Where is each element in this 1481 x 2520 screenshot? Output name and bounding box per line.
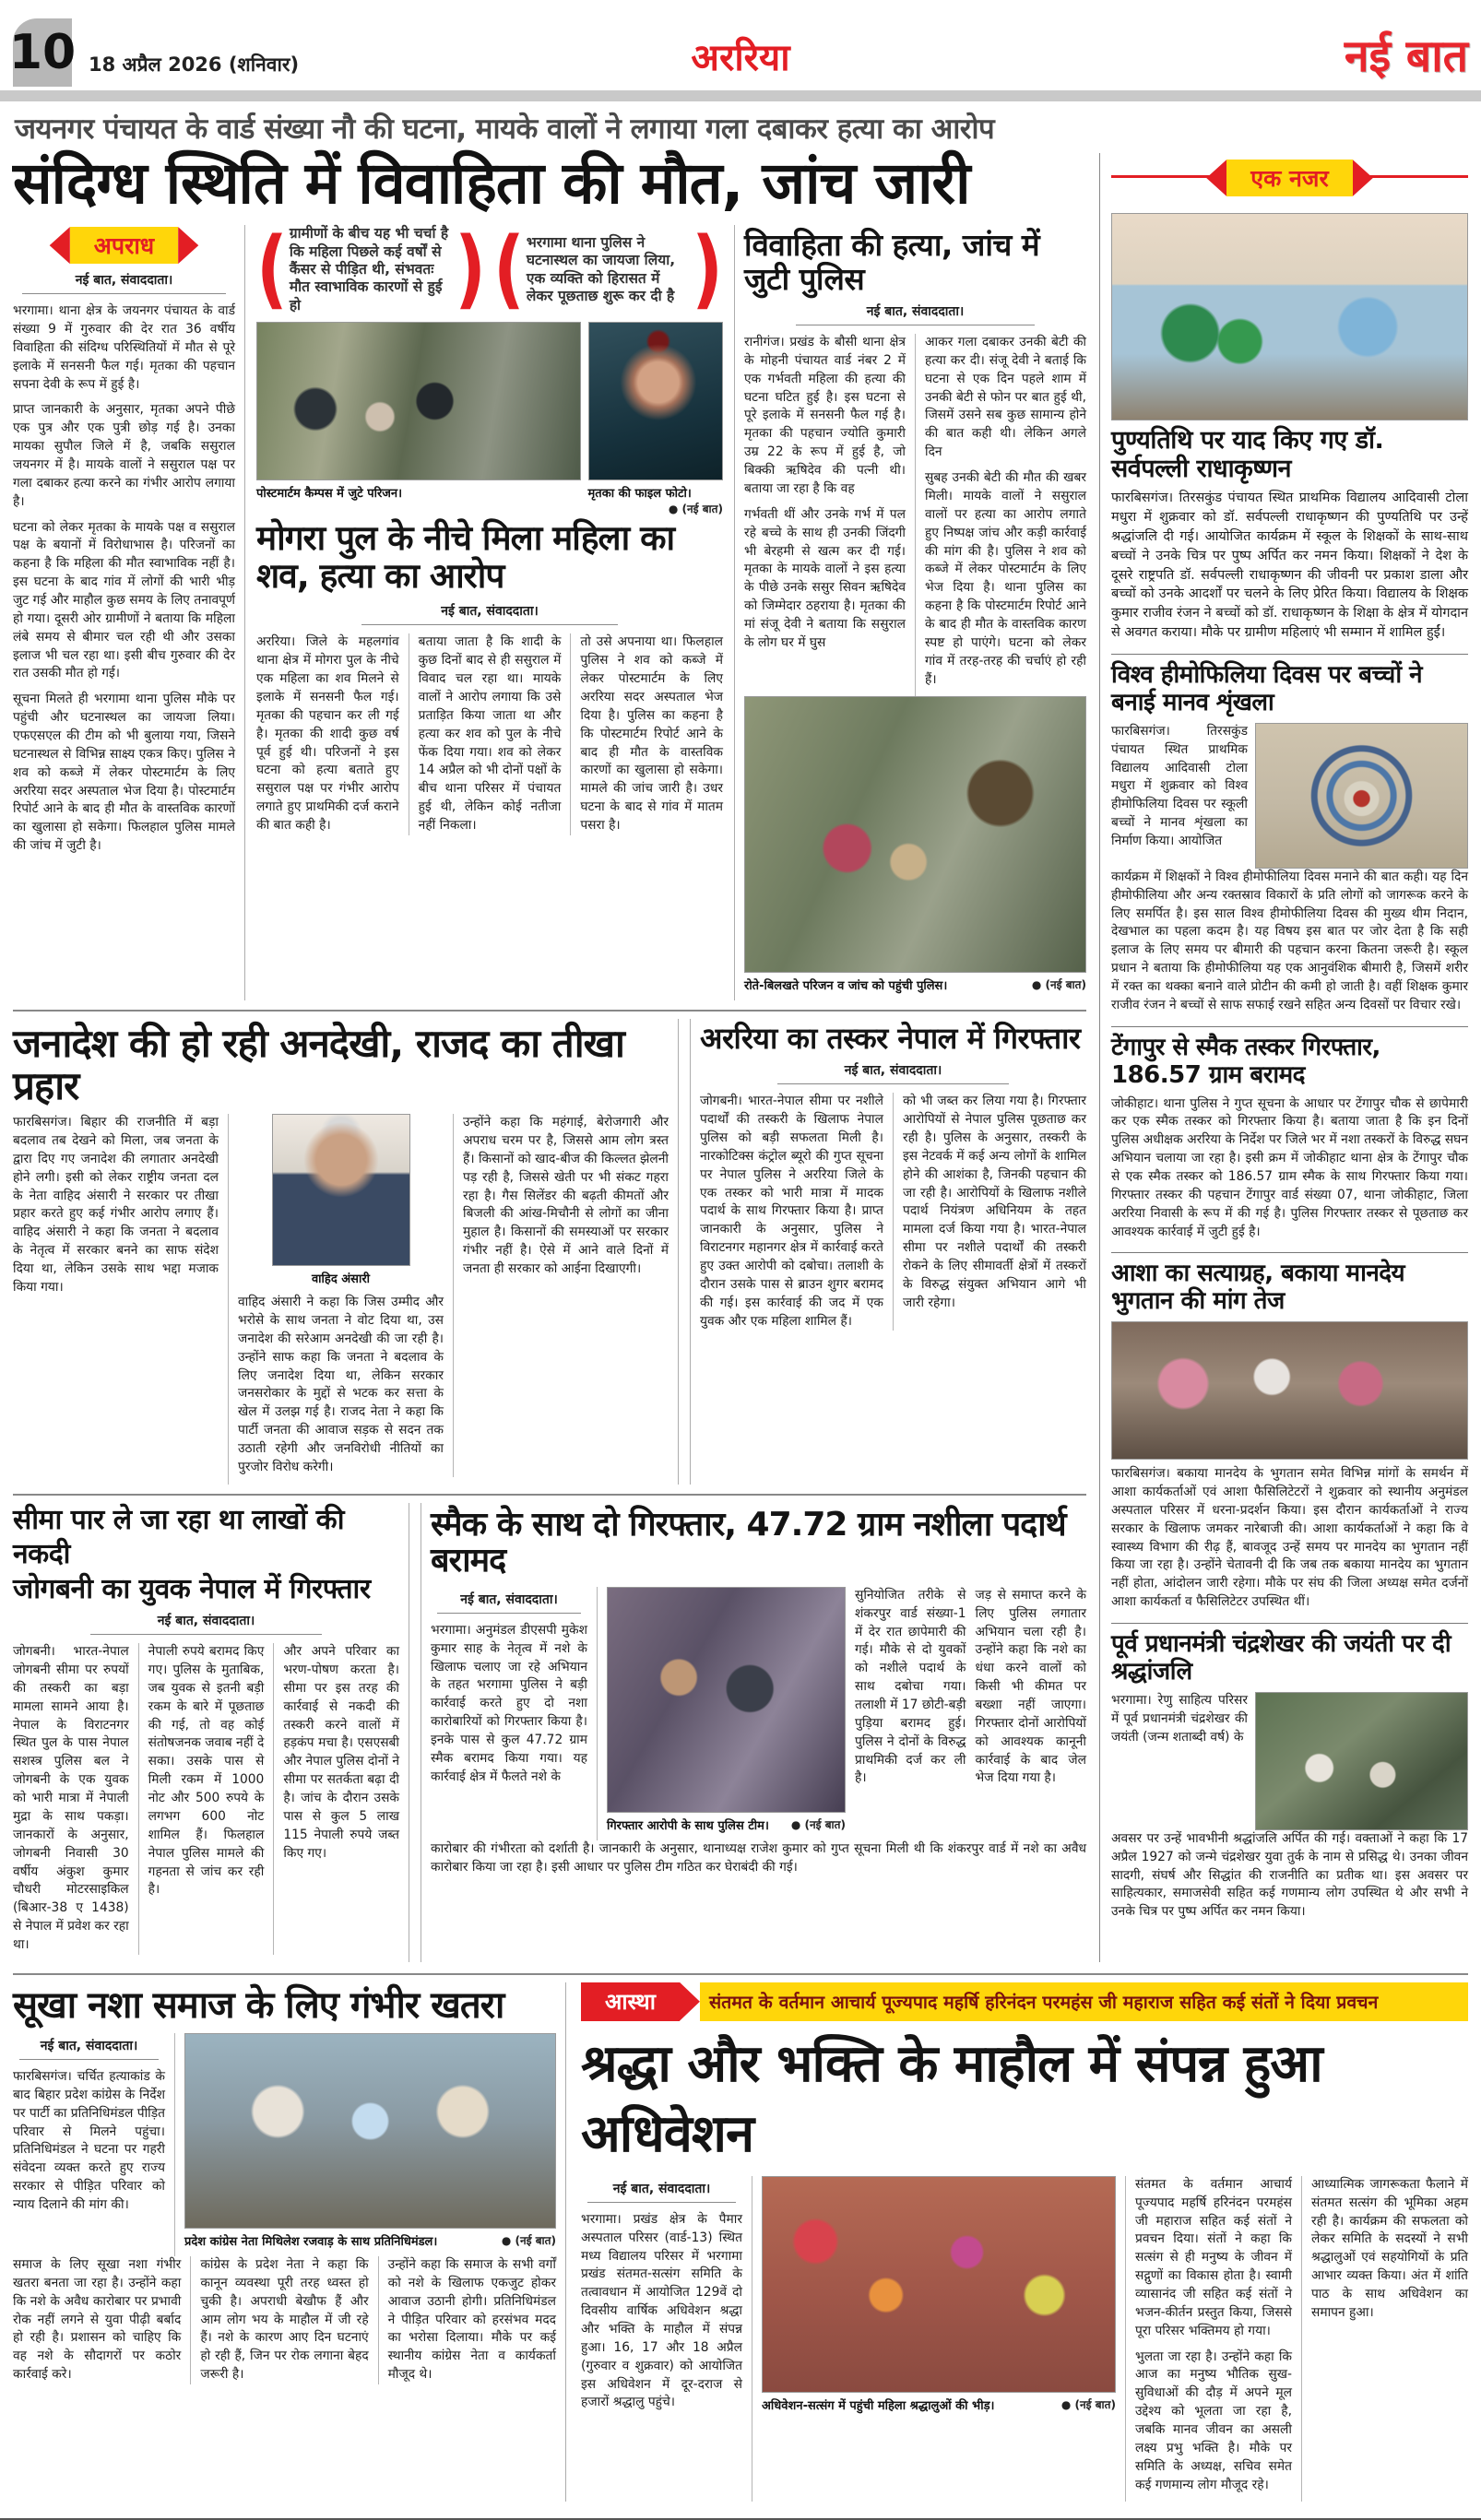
crime-tag-label: अपराध (70, 227, 178, 264)
adhiveshan-headline: श्रद्धा और भक्ति के माहौल में संपन्न हुआ अधिवेशन (581, 2033, 1322, 2164)
article-paragraph: रानीगंज। प्रखंड के बौसी थाना क्षेत्र के मोहनी पंचायत वार्ड नंबर 2 में एक गर्भवती महिला की हत्या की घटना घटित हुई है। इस घटना से पूरे इलाके में सनसनी फैल गई है। मृतका की पहचान ज्योति कुमारी उम्र 22 के रूप में हुई है, जो बिक्की ऋषिदेव की पत्नी थी। बताया जा रहा है कि वह (744, 335, 906, 496)
third-story-row (13, 1494, 1086, 1962)
article-column: भरगामा। रेणु साहित्य परिसर में पूर्व प्रधानमंत्री चंद्रशेखर की जयंती (जन्म शताब्दी वर्ष) के (1111, 1692, 1248, 1745)
lead-paragraph: प्राप्त जानकारी के अनुसार, मृतका अपने पीछे एक पुत्र और एक पुत्री छोड़ गई है। उनका मायका सुपौल जिले में है, जबकि ससुराल जयनगर में है। मायके वालों ने ससुराल पक्ष पर गला दबाकर हत्या करने का गंभीर आरोप लगाया है। (13, 402, 235, 509)
seema-headline-line2: जोगबनी का युवक नेपाल में गिरफ्तार (13, 1572, 371, 1605)
chevron-left-icon (1203, 160, 1226, 196)
page-number-box (8, 18, 77, 87)
page-date: 18 अप्रैल 2026 (शनिवार) (89, 53, 300, 76)
article-paragraph: फारबिसगंज। बकाया मानदेय के भुगतान समेत विभिन्न मांगों के समर्थन में आशा कार्यकर्ताओं एवं आशा फैसिलिटेटरों ने शुक्रवार को स्थानीय अनुमंडल अस्पताल परिसर में धरना-प्रदर्शन किया। इस दौरान कार्यकर्ताओं ने राज्य सरकार के खिलाफ जमकर नारेबाजी की। आशा कार्यकर्ताओं ने कहा कि वे स्वास्थ्य विभाग की रीढ़ हैं, बावजूद उन्हें समय पर मानदेय का भुगतान नहीं किया जा रहा है। उन्होंने चेतावनी दी कि जब तक बकाया मानदेय का भुगतान नहीं होता, आंदोलन जारी रहेगा। मौके पर संघ की जिला अध्यक्ष समेत दर्जनों आशा कार्यकर्ता व फैसिलिटेटर उपस्थित थीं। (1111, 1466, 1468, 1610)
smack-content (431, 1587, 1086, 1840)
article-paragraph: आध्यात्मिक जागरूकता फैलाने में संतमत सत्संग की भूमिका अहम रही है। कार्यक्रम की सफलता को लेकर समिति के सदस्यों ने सभी श्रद्धालुओं एवं सहयोगियों के प्रति आभार व्यक्त किया। अंत में शांति पाठ के साथ अधिवेशन का समापन हुआ। (1311, 2176, 1468, 2320)
byline: नई बात, संवाददाता। (437, 1591, 581, 1614)
photo-caption (607, 1816, 846, 1833)
chandrashekhar-article (1111, 1631, 1468, 1922)
sidebar-tagline (1111, 165, 1468, 217)
article-paragraph: भरगामा। प्रखंड क्षेत्र के पैमार अस्पताल परिसर (वार्ड-13) स्थित मध्य विद्यालय परिसर में भरगामा प्रखंड संतमत-सत्संग समिति के तत्वावधान में आयोजित 129वें दो दिवसीय वार्षिक अधिवेशन श्रद्धा और भक्ति के माहौल में संपन्न हुआ। 16, 17 और 18 अप्रैल (गुरुवार व शुक्रवार) को आयोजित इस अधिवेशन में दूर-दराज से हजारों श्रद्धालु पहुंचे। (581, 2211, 742, 2410)
article-column (915, 334, 1086, 696)
byline: नई बात, संवाददाता। (22, 271, 227, 294)
vivahita-article (734, 225, 1086, 1000)
masthead-logo: नई बात (1344, 30, 1468, 82)
article-column (581, 2176, 742, 2502)
chevron-right-icon (178, 227, 202, 264)
tengapur-article (1111, 1035, 1468, 1242)
vivahita-headline: विवाहिता की हत्या, जांच में जुटी पुलिस (744, 227, 1040, 298)
photo-caption: वाहिद अंसारी (311, 1272, 371, 1287)
article-column: तो उसे अपनाया था। फिलहाल पुलिस ने शव को कब्जे में लेकर पोस्टमार्टम के लिए अररिया सदर अस्पताल भेज दिया है। पुलिस का कहना है कि पोस्टमार्टम रिपोर्ट आने के बाद ही मौत के वास्तविक कारणों का खुलासा हो सकेगा। मामले की जांच जारी है। उधर घटना के बाद से गांव में मातम पसरा है। (570, 633, 723, 834)
byline: नई बात, संवाददाता। (777, 1061, 1009, 1084)
article-paragraph: वाहिद अंसारी ने कहा कि जिस उम्मीद और भरोसे के साथ जनता ने वोट दिया था, उस जनादेश की सरेआम अनदेखी की जा रही है। उन्होंने साफ कहा कि जनता ने बदलाव के लिए जनादेश दिया था, लेकिन सरकार जनसरोकार के मुद्दों से भटक कर सत्ता के खेल में उलझ गई है। राजद नेता ने कहा कि पार्टी जनता की आवाज सड़क से सदन तक उठाती रहेगी और जनविरोधी नीतियों का पुरजोर विरोध करेगी। (238, 1295, 444, 1474)
seema-headline-line1: सीमा पार ले जा रहा था लाखों की नकदी (13, 1503, 344, 1571)
lead-story-row (13, 219, 1086, 1000)
article-paragraph: सुबह उनकी बेटी की मौत की खबर मिली। मायके वालों ने ससुराल वालों पर हत्या का आरोप लगाते हुए निष्पक्ष जांच और कड़ी कार्रवाई की मांग की है। पुलिस ने शव को कब्जे में लेकर पोस्टमार्टम के लिए भेज दिया है। थाना पुलिस का कहना है कि पोस्टमार्टम रिपोर्ट आने के बाद ही मौत के वास्तविक कारण स्पष्ट हो पाएंगे। घटना को लेकर गांव में तरह-तरह की चर्चाएं हो रही हैं। (925, 470, 1086, 687)
main-zone (13, 149, 1086, 1962)
article-column: उन्होंने कहा कि समाज के सभी वर्गों को नशे के खिलाफ एकजुट होकर आवाज उठानी होगी। प्रतिनिधिमंडल ने पीड़ित परिवार को हरसंभव मदद का भरोसा दिलाया। मौके पर कई स्थानीय कांग्रेस नेता व कार्यकर्ता मौजूद थे। (378, 2256, 556, 2384)
article-column: और अपने परिवार का भरण-पोषण करता है। सीमा पर इस तरह की कार्रवाई से नकदी की तस्करी करने वालों में हड़कंप मचा है। एसएसबी और नेपाल पुलिस दोनों ने सीमा पर सतर्कता बढ़ा दी है। जांच के दौरान उसके पास से कुल 5 लाख 115 नेपाली रुपये जब्त किए गए। (273, 1643, 399, 1955)
caption-text: मृतका की फाइल फोटो। (587, 487, 692, 502)
article-column: कांग्रेस के प्रदेश नेता ने कहा कि कानून व्यवस्था पूरी तरह ध्वस्त हो चुकी है। अपराधी बेखौफ हैं और आम लोग भय के माहौल में जी रहे हैं। नशे के कारण आए दिन घटनाएं हो रही हैं, जिन पर रोक लगाना बेहद जरूरी है। (190, 2256, 368, 2384)
janadesh-article (13, 1019, 679, 1484)
vivahita-columns (744, 334, 1086, 696)
article-column (431, 1587, 587, 1840)
scene-photo-block (256, 322, 581, 516)
photo-caption (587, 484, 723, 516)
article-column: जोगबनी। भारत-नेपाल जोगबनी सीमा पर रुपयों की तस्करी का बड़ा मामला सामने आया है। नेपाल के विराटनगर स्थित पुल के पास नेपाल सशस्त्र पुलिस बल ने जोगबनी के एक युवक को भारी मात्रा में नेपाली मुद्रा के साथ पकड़ा। जानकारों के अनुसार, जोगबनी निवासी 30 वर्षीय अंकुश कुमार चौधरी मोटरसाइकिल (बिआर-38 ए 1438) से नेपाल में प्रवेश कर रहा था। (13, 1644, 129, 1952)
sukha-top (13, 2033, 556, 2256)
adhiveshan-content (581, 2176, 1468, 2502)
quote-text: ग्रामीणों के बीच यह भी चर्चा है कि महिला पिछले कई वर्षों से कैंसर से पीड़ित थी, संभवतः मौत स्वाभाविक कारणों से हुई हो (289, 225, 449, 314)
hemophilia-article (1111, 662, 1468, 1015)
photo-credit: ● (नई बात) (1060, 2397, 1116, 2411)
caption-text: गिरफ्तार आरोपी के साथ पुलिस टीम। (607, 1818, 769, 1833)
lead-paragraph: सूचना मिलते ही भरगामा थाना पुलिस मौके पर पहुंची और घटनास्थल का जायजा लिया। एफएसएल की टीम को भी बुलाया गया, जिसने घटनास्थल से विभिन्न साक्ष्य एकत्र किए। पुलिस ने शव को कब्जे में लेकर पोस्टमार्टम के लिए अररिया सदर अस्पताल भेज दिया है। पोस्टमार्टम रिपोर्ट आने के बाद ही मौत के वास्तविक कारणों का खुलासा हो सकेगा। फिलहाल पुलिस मामले की जांच में जुटी है। (13, 692, 235, 854)
close-paren-icon: ) (692, 219, 723, 319)
smack-photo-block (597, 1587, 846, 1840)
police-visit-photo (744, 696, 1086, 973)
asha-article (1111, 1260, 1468, 1612)
human-chain-photo (1255, 723, 1468, 869)
article-paragraph: कारोबार की गंभीरता को दर्शाती है। जानकारी के अनुसार, थानाध्यक्ष राजेश कुमार को गुप्त सूचना मिली थी कि शंकरपुर वार्ड में नशे का अवैध कारोबार किया जा रहा है। इसी आधार पर पुलिस टीम गठित कर घेराबंदी की गई। (431, 1840, 1086, 1875)
taskar-article (690, 1019, 1086, 1484)
aastha-band (581, 1982, 1468, 2021)
divider (1111, 1252, 1468, 1253)
devotees-crowd-photo (762, 2176, 1116, 2393)
arrow-right-icon (680, 1982, 700, 2021)
punyatithi-headline: पुण्यतिथि पर याद किए गए डॉ. सर्वपल्ली राधाकृष्णन (1111, 426, 1384, 484)
article-column: नेपाली रुपये बरामद किए गए। पुलिस के मुताबिक, जब युवक से इतनी बड़ी रकम के बारे में पूछताछ की गई, तो वह कोई संतोषजनक जवाब नहीं दे सका। उसके पास से मिली रकम में 1000 नोट और 500 रुपये के लगभग 600 नोट शामिल हैं। फिलहाल नेपाल पुलिस मामले की गहनता से जांच कर रही है। (138, 1643, 265, 1955)
article-paragraph: आकर गला दबाकर उनकी बेटी की हत्या कर दी। संजू देवी ने बताई कि घटना से एक दिन पहले शाम में उनकी बेटी से फोन पर बात हुई थी, जिसमें उसने सब कुछ सामान्य होने की बात कही थी। लेकिन अगले दिन (925, 335, 1086, 460)
seema-headline (13, 1503, 399, 1607)
article-column: सुनियोजित तरीके से शंकरपुर वार्ड संख्या-1 में देर रात छापेमारी की गई। मौके से दो युवकों को नशीले पदार्थ के साथ दबोचा गया। तलाशी में 17 छोटी-बड़ी पुड़िया बरामद हुई। पुलिस ने दोनों के विरुद्ध प्राथमिकी दर्ज कर ली है। (855, 1587, 966, 1786)
edition-name: अररिया (691, 37, 790, 79)
second-story-row (13, 1010, 1086, 1484)
article-column: जड़ से समाप्त करने के लिए पुलिस लगातार अभियान चला रही है। उन्होंने कहा कि नशे का धंधा करने वालों को किसी भी कीमत पर बख्शा नहीं जाएगा। गिरफ्तार दोनों आरोपियों को आवश्यक कानूनी कार्रवाई के बाद जेल भेज दिया गया है। (975, 1587, 1086, 1786)
article-paragraph: अवसर पर उन्हें भावभीनी श्रद्धांजलि अर्पित की गई। वक्ताओं ने कहा कि 17 अप्रैल 1927 को जन्मे चंद्रशेखर युवा तुर्क के नाम से प्रसिद्ध थे। उनका जीवन सादगी, संघर्ष और सिद्धांत की राजनीति का प्रतीक था। इस अवसर पर साहित्यकार, समाजसेवी सहित कई गणमान्य लोग उपस्थित थे और सभी ने उनके चित्र पर पुष्प अर्पित कर नमन किया। (1111, 1830, 1468, 1920)
janadesh-headline: जनादेश की हो रही अनदेखी, राजद का तीखा प्रहार (13, 1021, 624, 1108)
header-divider (0, 90, 1481, 101)
article-column (13, 2033, 165, 2256)
quote-text: भरगामा थाना पुलिस ने घटनास्थल का जायजा लिया, एक व्यक्ति को हिरासत में लेकर पूछताछ शुरू कर दी है (526, 233, 676, 304)
lead-headline: संदिग्ध स्थिति में विवाहिता की मौत, जांच जारी (13, 149, 970, 217)
article-paragraph: भरगामा। अनुमंडल डीएसपी मुकेश कुमार साह के नेतृत्व में नशे के खिलाफ चलाए जा रहे अभियान के तहत भरगामा पुलिस ने बड़ी कार्रवाई करते हुए दो नशा कारोबारियों को गिरफ्तार किया है। इनके पास से कुल 47.72 ग्राम स्मैक बरामद किया गया। यह कार्रवाई क्षेत्र में फैलते नशे के (431, 1622, 587, 1784)
photo-credit: ● (नई बात) (668, 503, 723, 516)
school-tribute-photo (1111, 213, 1468, 420)
article-column: समाज के लिए सूखा नशा गंभीर खतरा बनता जा रहा है। उन्होंने कहा कि नशे के अवैध कारोबार पर प्रभावी रोक नहीं लगने से युवा पीढ़ी बर्बाद हो रही है। प्रशासन को चाहिए कि वह नशे के सौदागरों पर कठोर कार्रवाई करे। (13, 2256, 182, 2383)
article-column: फारबिसगंज। तिरसकुंड पंचायत स्थित प्राथमिक विद्यालय आदिवासी टोला मधुरा में शुक्रवार को विश्व हीमोफिलिया दिवस पर स्कूली बच्चों ने मानव शृंखला का निर्माण किया। आयोजित (1111, 723, 1248, 849)
open-paren-icon: ( (493, 219, 525, 319)
victim-portrait-photo (588, 322, 723, 480)
sukha-photo-block (174, 2033, 556, 2256)
asha-headline: आशा का सत्याग्रह, बकाया मानदेय भुगतान की मांग तेज (1111, 1260, 1405, 1316)
caption-text: प्रदेश कांग्रेस नेता मिथिलेश रजवाड़ के साथ प्रतिनिधिमंडल। (184, 2234, 438, 2249)
crime-scene-photo (256, 322, 581, 480)
byline: नई बात, संवाददाता। (361, 602, 618, 625)
glance-tag-label: एक नजर (1226, 160, 1352, 196)
mogra-headline: मोगरा पुल के नीचे मिला महिला का शव, हत्या का आरोप (256, 518, 675, 596)
smack-headline: स्मैक के साथ दो गिरफ्तार, 47.72 ग्राम नशीला पदार्थ बरामद (431, 1505, 1066, 1580)
glance-tag (1203, 160, 1376, 196)
lead-article (13, 225, 245, 1000)
byline: नई बात, संवाददाता। (587, 2180, 736, 2203)
article-column: जोगबनी। भारत-नेपाल सीमा पर नशीले पदार्थों की तस्करी के खिलाफ नेपाल पुलिस को बड़ी सफलता मिली है। नारकोटिक्स कंट्रोल ब्यूरो की गुप्त सूचना पर नेपाल पुलिस ने अररिया जिले के एक तस्कर को भारी मात्रा में मादक पदार्थ के साथ गिरफ्तार किया है। प्राप्त जानकारी के अनुसार, पुलिस ने विराटनगर महानगर क्षेत्र में कार्रवाई करते हुए उक्त आरोपी को दबोचा। तलाशी के दौरान उसके पास से ब्राउन शुगर बरामद की गई। इस कार्रवाई की जद में एक युवक और एक महिला शामिल हैं। (700, 1094, 883, 1329)
photo-caption (762, 2396, 1116, 2413)
chevron-left-icon (46, 227, 70, 264)
taskar-headline: अररिया का तस्कर नेपाल में गिरफ्तार (700, 1021, 1081, 1057)
lead-kicker: जयनगर पंचायत के वार्ड संख्या नौ की घटना, मायके वालों ने लगाया गला दबाकर हत्या का आरोप (15, 112, 995, 146)
lead-paragraph: घटना को लेकर मृतका के मायके पक्ष व ससुराल पक्ष के बयानों में विरोधाभास है। परिजनों का कहना है कि महिला की मौत स्वाभाविक नहीं है। इस घटना के बाद गांव में लोगों की भारी भीड़ जुट गई और माहौल कुछ समय के लिए तनावपूर्ण हो गया। दूसरी ओर ग्रामीणों ने बताया कि महिला लंबे समय से बीमार चल रही थी और उसका इलाज भी चल रहा था। इसी बीच गुरुवार की देर रात उसकी मौत हो गई। (13, 519, 235, 681)
chandrashekhar-headline: पूर्व प्रधानमंत्री चंद्रशेखर की जयंती पर दी श्रद्धांजलि (1111, 1630, 1451, 1686)
portrait-photo-block (588, 322, 723, 516)
lead-photos (256, 322, 723, 516)
article-paragraph: कार्यक्रम में शिक्षकों ने विश्व हीमोफीलिया दिवस मनाने की बात कही। यह दिन हीमोफीलिया और अन्य रक्तस्राव विकारों के प्रति लोगों को जागरूक करने के लिए समर्पित है। इस साल विश्व हीमोफीलिया दिवस की मुख्य थीम निदान, देखभाल का पहला कदम है। यह विषय इस बात पर जोर देता है कि सही इलाज के लिए समय पर बीमारी की पहचान करना कितना जरूरी है। स्कूल प्रधान ने बताया कि हीमोफीलिया यह एक आनुवंशिक बीमारी है, जिसमें शरीर में रक्त का थक्का बनाने वाले प्रोटीन की कमी हो जाती है। वहीं शिक्षक कुमार राजीव रंजन ने बच्चों से साफ सफाई रखने सहित अन्य दिवसों पर विचार रखे। (1111, 869, 1468, 1012)
article-paragraph: फारबिसगंज। चर्चित हत्याकांड के बाद बिहार प्रदेश कांग्रेस के निर्देश पर पार्टी का प्रतिनिधिमंडल पीड़ित परिवार से मिलने पहुंचा। प्रतिनिधिमंडल ने घटना पर गहरी संवेदना व्यक्त करते हुए राज्य सरकार से पीड़ित परिवार को न्याय दिलाने की मांग की। (13, 2068, 165, 2212)
pull-quote (256, 219, 486, 319)
divider (1111, 1623, 1468, 1624)
article-column: बताया जाता है कि शादी के कुछ दिनों बाद से ही ससुराल में विवाद चल रहा था। मायके वालों ने आरोप लगाया कि उसे प्रताड़ित किया जाता था और हत्या कर शव को पुल के नीचे फेंक दिया गया। शव को लेकर 14 अप्रैल को भी दोनों पक्षों के बीच थाना परिसर में पंचायत हुई थी, लेकिन कोई नतीजा नहीं निकला। (409, 633, 562, 834)
pull-quote (493, 219, 723, 319)
divider (1111, 1026, 1468, 1027)
punyatithi-article (1111, 213, 1468, 643)
article-column: को भी जब्त कर लिया गया है। गिरफ्तार आरोपियों से नेपाल पुलिस पूछताछ कर रही है। पुलिस के अनुसार, तस्करी के इस नेटवर्क में कई अन्य लोगों के शामिल होने की आशंका है, जिनकी पहचान की जा रही है। आरोपियों के खिलाफ नशीले पदार्थ नियंत्रण अधिनियम के तहत मामला दर्ज किया गया है। भारत-नेपाल सीमा पर नशीले पदार्थों की तस्करी रोकने के लिए सीमावर्ती क्षेत्रों में तस्करों के विरुद्ध संयुक्त अभियान आगे भी जारी रहेगा। (893, 1093, 1086, 1331)
asha-protest-photo (1111, 1321, 1468, 1460)
arrest-photo (607, 1587, 846, 1813)
photo-caption: पोस्टमार्टम कैम्पस में जुटे परिजन। (256, 487, 403, 502)
pull-quotes (256, 219, 723, 319)
byline: नई बात, संवाददाता। (796, 302, 1036, 325)
aastha-strip-text: संतमत के वर्तमान आचार्य पूज्यपाद महर्षि हरिनंदन परमहंस जी महाराज सहित कई संतों ने दिया प्रवचन (700, 1982, 1468, 2021)
faith-tag-label: आस्था (581, 1982, 680, 2021)
hemophilia-split (1111, 723, 1468, 869)
mogra-columns (256, 633, 723, 842)
seema-columns (13, 1643, 399, 1962)
lead-paragraph: भरगामा। थाना क्षेत्र के जयनगर पंचायत के वार्ड संख्या 9 में गुरुवार की देर रात 36 वर्षीय विवाहिता की संदिग्ध परिस्थितियों में मौत से पूरे इलाके में सनसनी फैल गई। मृतका की पहचान सपना देवी के रूप में हुई है। (13, 303, 235, 392)
main-layout (13, 149, 1468, 1962)
page-number: 10 (8, 25, 77, 80)
article-paragraph: गर्भवती थीं और उनके गर्भ में पल रहे बच्चे के साथ ही उनकी जिंदगी भी बेरहमी से खत्म कर दी गई। मृतका के मायके वालों ने इस हत्या के पीछे उनके ससुर सिवन ऋषिदेव को जिम्मेदार ठहराया है। मृतका की मां संजू देवी ने बताया कि ससुराल के लोग घर में घुस (744, 506, 906, 650)
photo-credit: ● (नई बात) (790, 1817, 846, 1831)
taskar-columns (700, 1093, 1086, 1338)
photo-credit: ● (नई बात) (501, 2233, 556, 2247)
article-paragraph: भुलता जा रहा है। उन्होंने कहा कि आज का मनुष्य भौतिक सुख-सुविधाओं की दौड़ में अपने मूल उद्देश्य को भूलता जा रहा है, जबकि मानव जीवन का असली लक्ष्य प्रभु भक्ति है। मौके पर समिति के अध्यक्ष, सचिव समेत कई गणमान्य लोग मौजूद रहे। (1135, 2348, 1292, 2492)
photo-caption (184, 2232, 556, 2249)
smack-article (421, 1503, 1086, 1962)
caption-text: अधिवेशन-सत्संग में पहुंची महिला श्रद्धालुओं की भीड़। (762, 2398, 995, 2413)
article-column (744, 334, 906, 696)
sukha-article (13, 1982, 566, 2502)
article-column: अररिया। जिले के महलगांव थाना क्षेत्र में मोगरा पुल के नीचे एक महिला का शव मिलने से इलाके में सनसनी फैल गई। मृतका की पहचान कर ली गई है। मृतका की शादी कुछ वर्ष पूर्व हुई थी। परिजनों ने इस घटना को हत्या बताते हुए ससुराल पक्ष पर गंभीर आरोप लगाते हुए प्राथमिकी दर्ज कराने की बात कही है। (256, 634, 399, 833)
article-column: उन्होंने कहा कि महंगाई, बेरोजगारी और अपराध चरम पर है, जिससे आम लोग त्रस्त हैं। किसानों को खाद-बीज की किल्लत झेलनी पड़ रही है, जिससे खेती पर भी संकट गहरा रहा है। गैस सिलेंडर की बढ़ती कीमतों और बिजली की आंख-मिचौनी से लोगों का जीना मुहाल है। किसानों की समस्याओं पर सरकार गंभीर नहीं है। ऐसे में आने वाले दिनों में जनता ही सरकार को आईना दिखाएगी। (453, 1114, 669, 1477)
page-header (8, 9, 1468, 87)
article-paragraph: फारबिसगंज। तिरसकुंड पंचायत स्थित प्राथमिक विद्यालय आदिवासी टोला मधुरा में शुक्रवार को डॉ. सर्वपल्ली राधाकृष्णन की पुण्यतिथि पर उन्हें श्रद्धांजलि दी गई। आयोजित कार्यक्रम में स्कूल के शिक्षकों के साथ-साथ बच्चों ने उनके चित्र पर पुष्प अर्पित कर नमन किया। शिक्षकों ने देश के दूसरे राष्ट्रपति डॉ. सर्वपल्ली राधाकृष्णन की जीवनी पर प्रकाश डाला और बच्चों को उनके आदर्शों पर चलने के लिए प्रेरित किया। विद्यालय के शिक्षक कुमार राजीव रंजन ने बच्चों को डॉ. राधाकृष्णन के शिक्षा के क्षेत्र में योगदान से अवगत कराया। मौके पर ग्रामीण महिलाएं भी सम्मान में शामिल हुईं। (1111, 491, 1468, 641)
bottom-band (13, 1973, 1468, 2502)
article-column (1125, 2176, 1292, 2502)
hemophilia-headline: विश्व हीमोफिलिया दिवस पर बच्चों ने बनाई मानव शृंखला (1111, 661, 1423, 716)
article-column (1301, 2176, 1468, 2502)
janadesh-columns (13, 1114, 669, 1485)
article-paragraph: संतमत के वर्तमान आचार्य पूज्यपाद महर्षि हरिनंदन परमहंस जी महाराज सहित कई संतों ने प्रवचन दिया। संतों ने कहा कि सत्संग से ही मनुष्य के जीवन में सद्गुणों का विकास होता है। स्वामी व्यासानंद जी सहित कई संतों ने भजन-कीर्तन प्रस्तुत किया, जिससे पूरा परिसर भक्तिमय हो गया। (1135, 2176, 1292, 2338)
article-paragraph: जोकीहाट। थाना पुलिस ने गुप्त सूचना के आधार पर टेंगापुर चौक से छापेमारी कर एक स्मैक तस्कर को गिरफ्तार किया है। बताया जाता है कि इन दिनों पुलिस अधीक्षक अररिया के निर्देश पर जिले भर में नशा तस्करों के विरुद्ध सघन अभियान चलाया जा रहा है। इसी क्रम में जोकीहाट थाना क्षेत्र के टेंगापुर चौक से एक स्मैक तस्कर को 186.57 ग्राम स्मैक के साथ गिरफ्तार किया गया। गिरफ्तार तस्कर की पहचान टेंगापुर वार्ड संख्या 07, थाना जोकीहाट, जिला अररिया निवासी के रूप में की गई है। पुलिस गिरफ्तार तस्कर से पूछताछ कर आवश्यक कार्रवाई में जुटी हुई है। (1111, 1095, 1468, 1239)
open-paren-icon: ( (256, 219, 288, 319)
leader-portrait-photo (272, 1114, 410, 1266)
lead-center-column (256, 219, 724, 1000)
divider (1111, 654, 1468, 655)
delegation-photo (184, 2033, 556, 2229)
crime-tag (46, 227, 202, 264)
seema-article (13, 1503, 409, 1962)
photo-caption (744, 976, 1086, 993)
sukha-headline: सूखा नशा समाज के लिए गंभीर खतरा (13, 1983, 504, 2027)
tribute-gathering-photo (1255, 1692, 1468, 1830)
caption-text: रोते-बिलखते परिजन व जांच को पहुंची पुलिस। (744, 979, 948, 994)
sukha-columns (13, 2256, 556, 2392)
close-paren-icon: ) (455, 219, 486, 319)
adhiveshan-photo-block (752, 2176, 1116, 2502)
adhiveshan-article (581, 1982, 1468, 2502)
article-column: फारबिसगंज। बिहार की राजनीति में बड़ा बदलाव तब देखने को मिला, जब जनता के द्वारा दिए गए जनादेश की लगातार अनदेखी होने लगी। इसी को लेकर राष्ट्रीय जनता दल के नेता वाहिद अंसारी ने सरकार पर तीखा प्रहार करते हुए कई गंभीर आरोप लगाए हैं। वाहिद अंसारी ने कहा कि जनता ने बदलाव के नेतृत्व में सरकार बनने का साफ संदेश दिया था, लेकिन उसके साथ भद्दा मजाक किया गया। (13, 1115, 219, 1295)
tengapur-headline: टेंगापुर से स्मैक तस्कर गिरफ्तार, 186.57 ग्राम बरामद (1111, 1033, 1380, 1089)
article-column (228, 1114, 444, 1485)
sidebar (1099, 153, 1468, 1962)
photo-credit: ● (नई बात) (1031, 978, 1086, 992)
byline: नई बात, संवाददाता। (19, 2037, 160, 2060)
chevron-right-icon (1353, 160, 1377, 196)
chandrashekhar-split (1111, 1692, 1468, 1830)
byline: नई बात, संवाददाता। (90, 1612, 322, 1635)
